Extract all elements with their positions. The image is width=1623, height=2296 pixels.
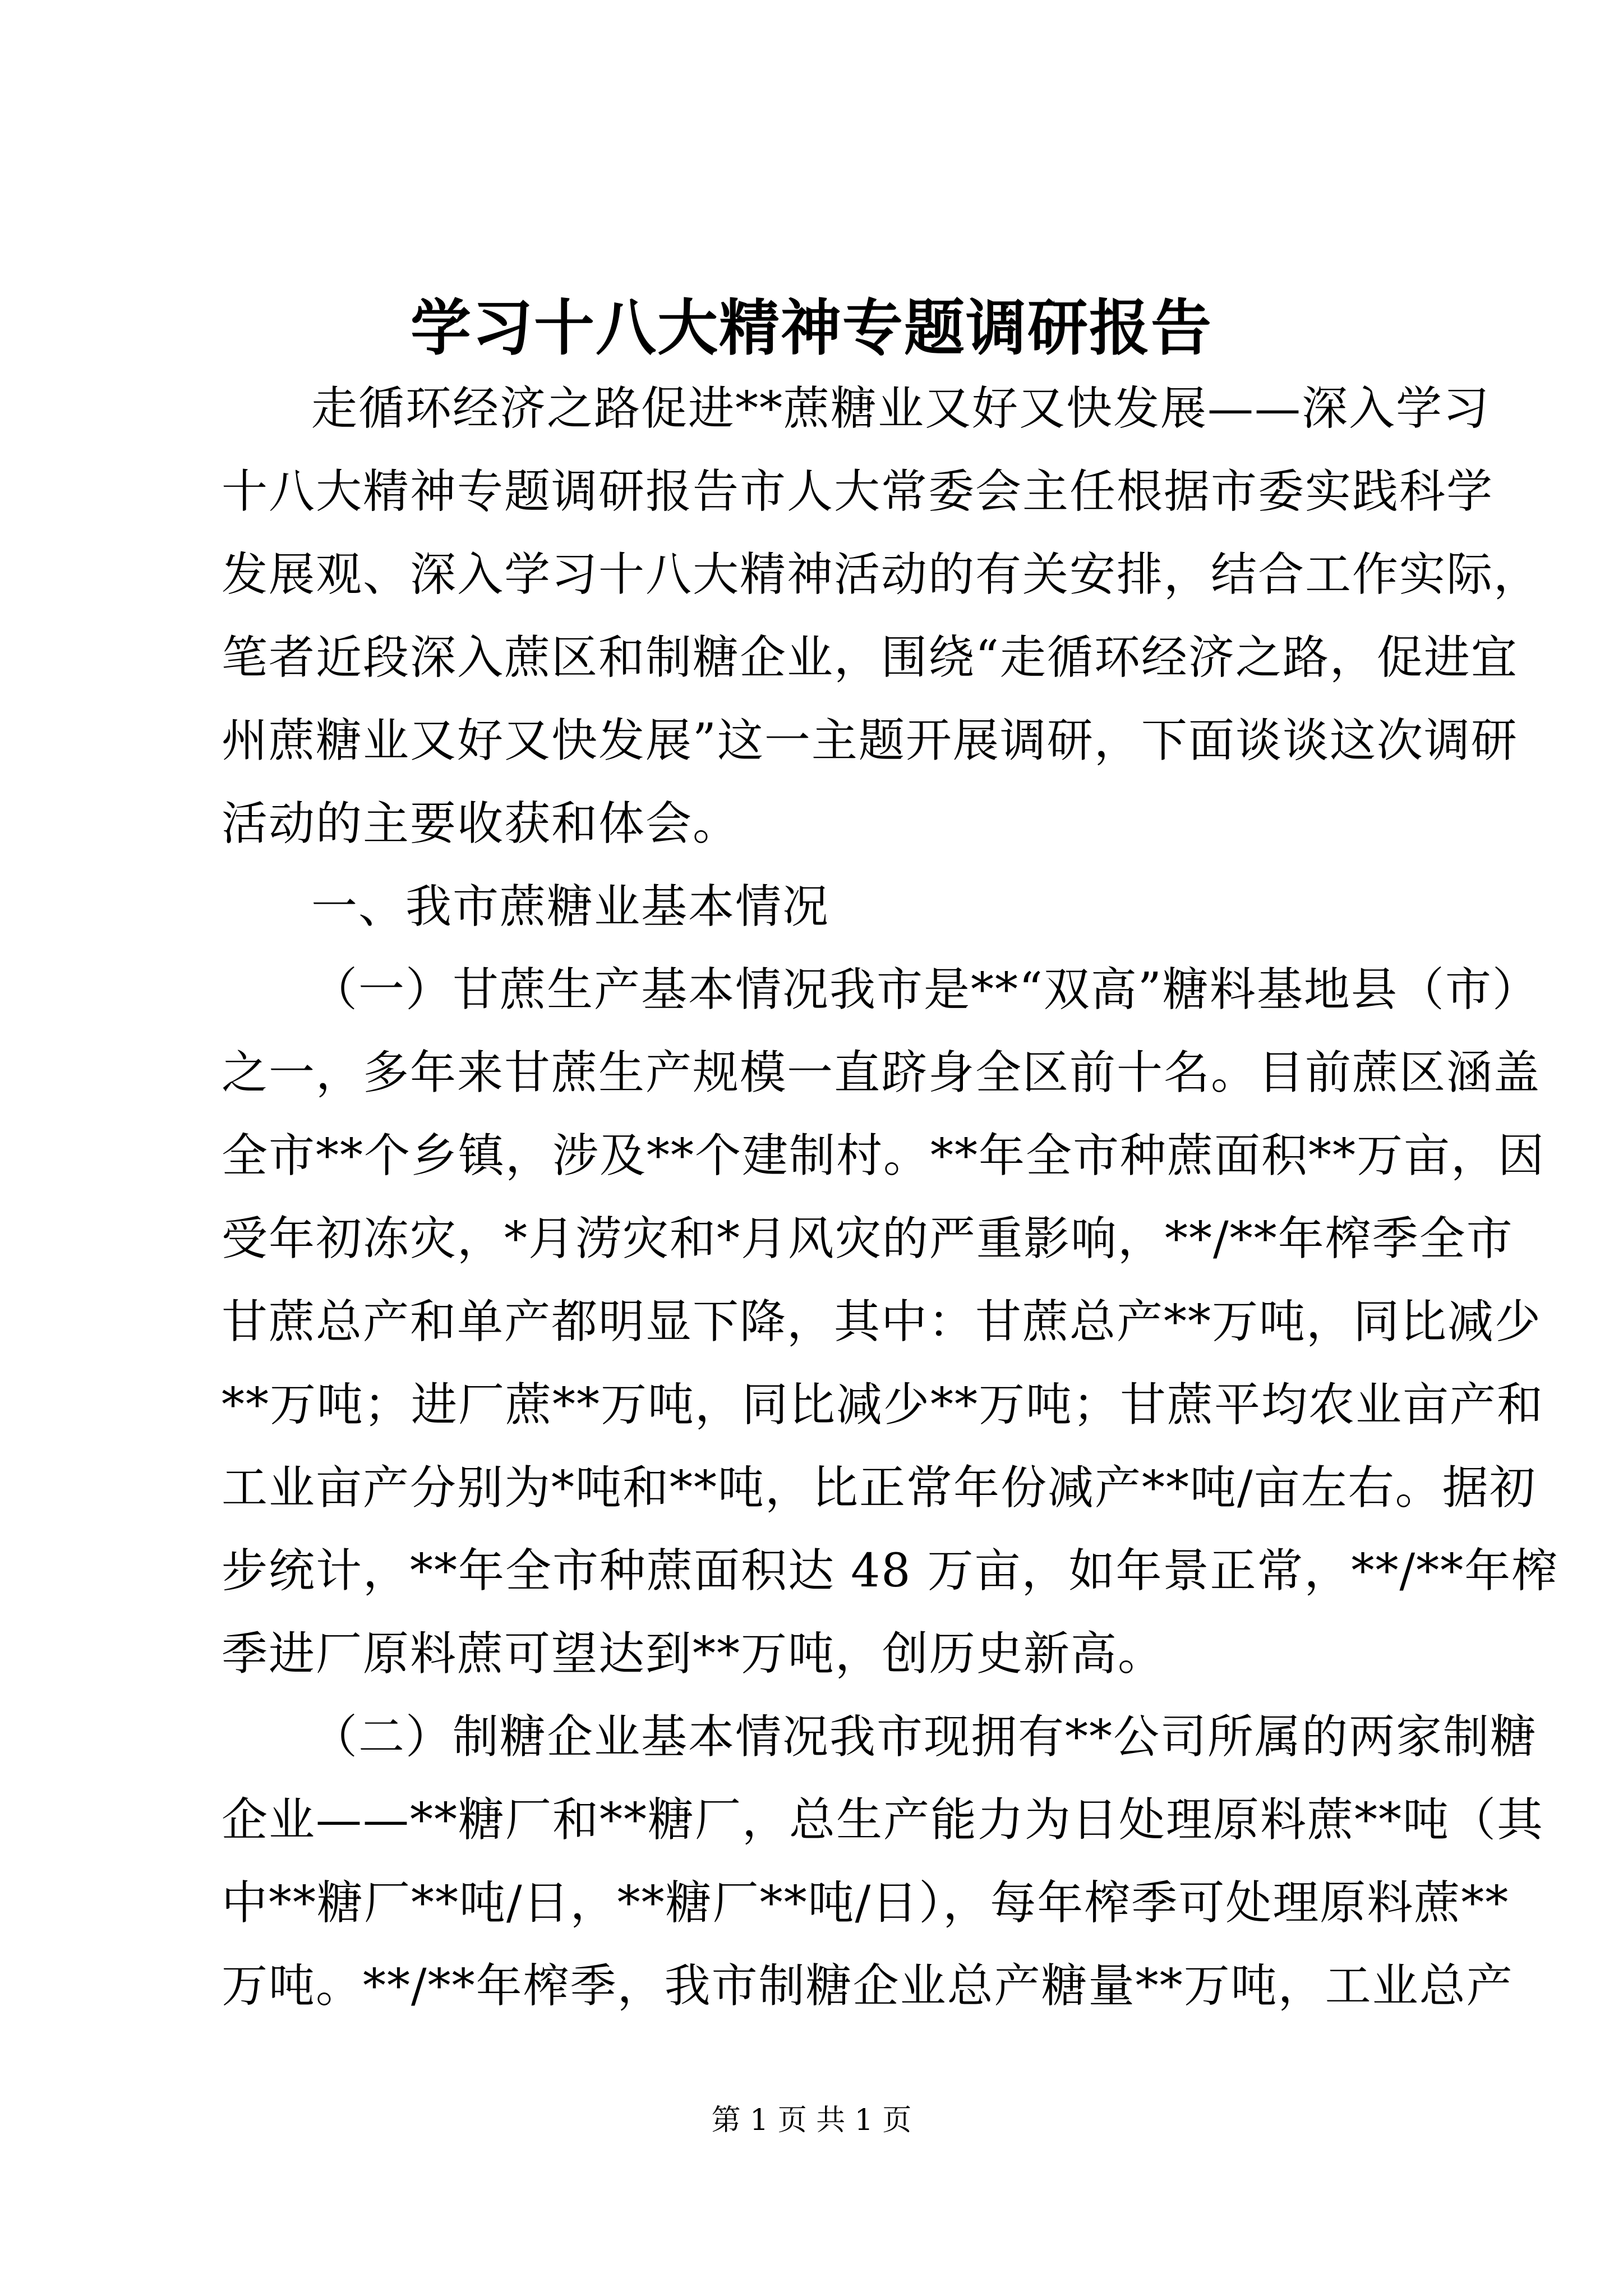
page-footer: 第 1 页 共 1 页: [711, 2104, 912, 2137]
paragraph-line: （一）甘蔗生产基本情况我市是**“双高”糖料基地县（市）: [311, 963, 1539, 1016]
paragraph-line: （二）制糖企业基本情况我市现拥有**公司所属的两家制糖: [311, 1710, 1538, 1764]
paragraph-line: 季进厂原料蔗可望达到**万吨，创历史新高。: [222, 1627, 1165, 1681]
paragraph-line: **万吨；进厂蔗**万吨，同比减少**万吨；甘蔗平均农业亩产和: [222, 1378, 1544, 1432]
paragraph-line: 全市**个乡镇，涉及**个建制村。**年全市种蔗面积**万亩，因: [222, 1129, 1546, 1182]
paragraph-line: 甘蔗总产和单产都明显下降，其中：甘蔗总产**万吨，同比减少: [222, 1295, 1542, 1349]
paragraph-line: 工业亩产分别为*吨和**吨，比正常年份减产**吨/亩左右。据初: [222, 1461, 1537, 1515]
paragraph-line: 万吨。**/**年榨季，我市制糖企业总产糖量**万吨，工业总产: [222, 1959, 1514, 2013]
paragraph-line: 中**糖厂**吨/日，**糖厂**吨/日），每年榨季可处理原料蔗**: [222, 1876, 1510, 1930]
section-heading: 一、我市蔗糖业基本情况: [311, 880, 830, 933]
paragraph-line: 之一，多年来甘蔗生产规模一直跻身全区前十名。目前蔗区涵盖: [222, 1046, 1541, 1099]
paragraph-line: 十八大精神专题调研报告市人大常委会主任根据市委实践科学: [222, 465, 1494, 518]
paragraph-line: 发展观、深入学习十八大精神活动的有关安排，结合工作实际，: [222, 548, 1541, 601]
paragraph-line: 活动的主要收获和体会。: [222, 797, 740, 850]
document-title: 学习十八大精神专题调研报告: [410, 293, 1212, 364]
document-body: [222, 367, 1559, 2028]
paragraph-line: 州蔗糖业又好又快发展”这一主题开展调研，下面谈谈这次调研: [222, 714, 1518, 767]
paragraph-line: 步统计，**年全市种蔗面积达 48 万亩，如年景正常，**/**年榨: [222, 1544, 1559, 1598]
paragraph-line: 走循环经济之路促进**蔗糖业又好又快发展——深入学习: [311, 382, 1491, 435]
paragraph-line: 笔者近段深入蔗区和制糖企业，围绕“走循环经济之路，促进宜: [222, 631, 1518, 684]
paragraph-line: 受年初冻灾，*月涝灾和*月风灾的严重影响，**/**年榨季全市: [222, 1212, 1514, 1266]
paragraph-line: 企业——**糖厂和**糖厂，总生产能力为日处理原料蔗**吨（其: [222, 1793, 1544, 1847]
